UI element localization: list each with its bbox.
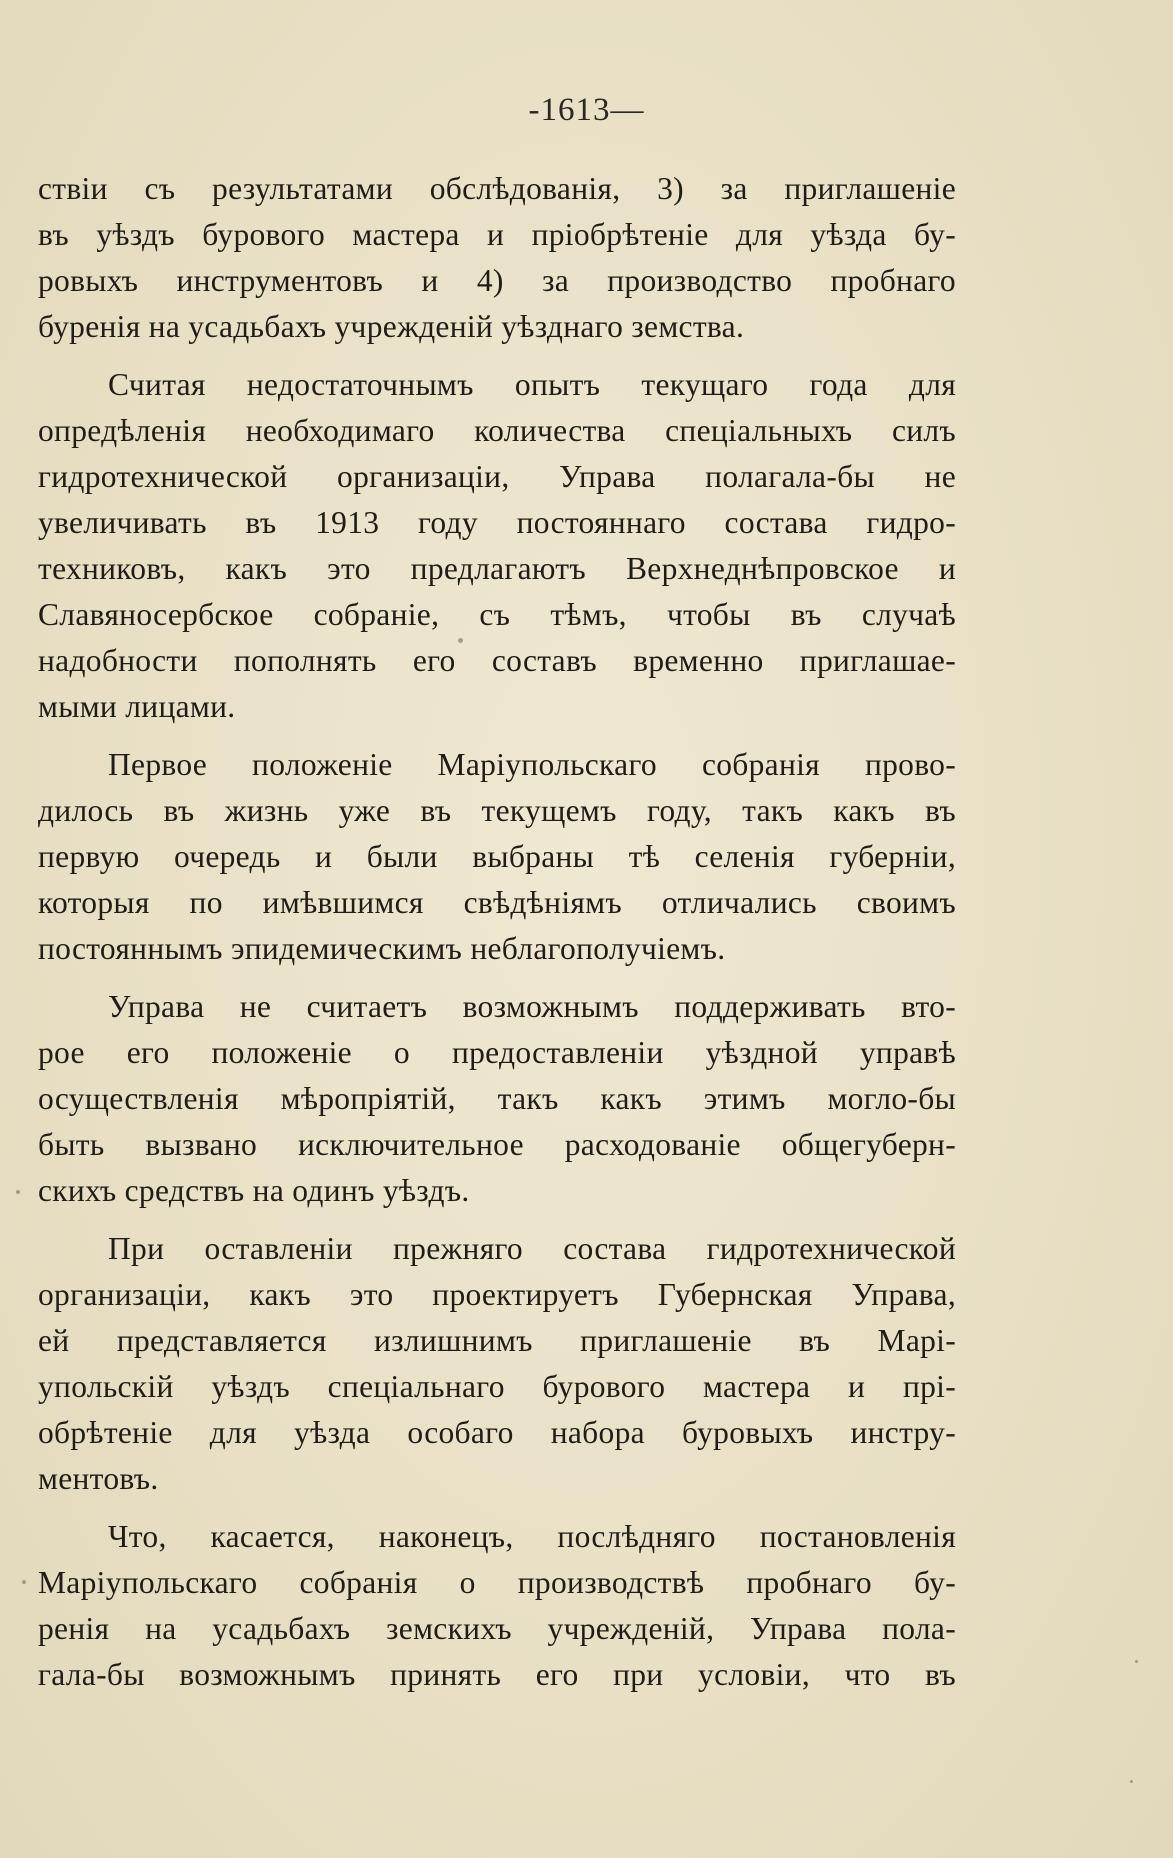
text-line: организаціи, какъ это проектируетъ Губернская Управа, bbox=[38, 1277, 956, 1312]
paper-speck bbox=[22, 1580, 26, 1584]
text-line: гидротехнической организаціи, Управа полагала-бы не bbox=[38, 459, 956, 494]
text-line: опредѣленія необходимаго количества спеціальныхъ силъ bbox=[38, 413, 956, 448]
paragraph-5 bbox=[38, 1226, 956, 1502]
text-line: ментовъ. bbox=[38, 1461, 159, 1496]
text-line: Славяносербское собраніе, съ тѣмъ, чтобы въ случаѣ bbox=[38, 597, 956, 632]
text-line: гала-бы возможнымъ принять его при условіи, что въ bbox=[38, 1657, 956, 1692]
text-line: которыя по имѣвшимся свѣдѣніямъ отличались своимъ bbox=[38, 885, 956, 920]
text-line: осуществленія мѣропріятій, такъ какъ этимъ могло-бы bbox=[38, 1081, 956, 1116]
page-number: -1613— bbox=[528, 92, 645, 128]
text-line: обрѣтеніе для уѣзда особаго набора буровыхъ инстру- bbox=[38, 1415, 956, 1450]
text-line: Маріупольскаго собранія о производствѣ пробнаго бу- bbox=[38, 1565, 956, 1600]
text-line: Считая недостаточнымъ опытъ текущаго года для bbox=[108, 367, 956, 402]
text-line: ей представляется излишнимъ приглашеніе въ Марі- bbox=[38, 1323, 956, 1358]
paragraph-4 bbox=[38, 984, 956, 1214]
text-line: Первое положеніе Маріупольскаго собранія прово- bbox=[108, 747, 956, 782]
text-line: буренія на усадьбахъ учрежденій уѣзднаго земства. bbox=[38, 309, 745, 344]
paper-speck bbox=[1135, 1660, 1138, 1663]
text-line: быть вызвано исключительное расходованіе общегуберн- bbox=[38, 1127, 956, 1162]
text-line: скихъ средствъ на одинъ уѣздъ. bbox=[38, 1173, 470, 1208]
text-line: Что, касается, наконецъ, послѣдняго постановленія bbox=[108, 1519, 956, 1554]
text-line: При оставленіи прежняго состава гидротехнической bbox=[108, 1231, 956, 1266]
body-text bbox=[38, 166, 956, 1698]
paragraph-2 bbox=[38, 362, 956, 730]
paragraph-3 bbox=[38, 742, 956, 972]
paragraph-1 bbox=[38, 166, 956, 350]
text-line: въ уѣздъ бурового мастера и пріобрѣтеніе для уѣзда бу- bbox=[38, 217, 956, 252]
text-line: дилось въ жизнь уже въ текущемъ году, такъ какъ въ bbox=[38, 793, 956, 828]
paper-speck bbox=[16, 1190, 20, 1194]
text-line: увеличивать въ 1913 году постояннаго состава гидро- bbox=[38, 505, 956, 540]
text-line: постояннымъ эпидемическимъ неблагополучіемъ. bbox=[38, 931, 726, 966]
text-line: техниковъ, какъ это предлагаютъ Верхнеднѣпровское и bbox=[38, 551, 956, 586]
text-line: надобности пополнять его составъ временно приглашае- bbox=[38, 643, 956, 678]
text-line: ровыхъ инструментовъ и 4) за производство пробнаго bbox=[38, 263, 956, 298]
text-line: первую очередь и были выбраны тѣ селенія губерніи, bbox=[38, 839, 956, 874]
paragraph-6 bbox=[38, 1514, 956, 1698]
text-line: мыми лицами. bbox=[38, 689, 236, 724]
text-line: ствіи съ результатами обслѣдованія, 3) за приглашеніе bbox=[38, 171, 956, 206]
paper-speck bbox=[1130, 1780, 1133, 1783]
text-line: ренія на усадьбахъ земскихъ учрежденій, Управа пола- bbox=[38, 1611, 956, 1646]
paper-speck bbox=[458, 638, 463, 643]
text-line: упольскій уѣздъ спеціальнаго бурового мастера и прі- bbox=[38, 1369, 956, 1404]
text-line: рое его положеніе о предоставленіи уѣздной управѣ bbox=[38, 1035, 956, 1070]
text-line: Управа не считаетъ возможнымъ поддерживать вто- bbox=[108, 989, 956, 1024]
